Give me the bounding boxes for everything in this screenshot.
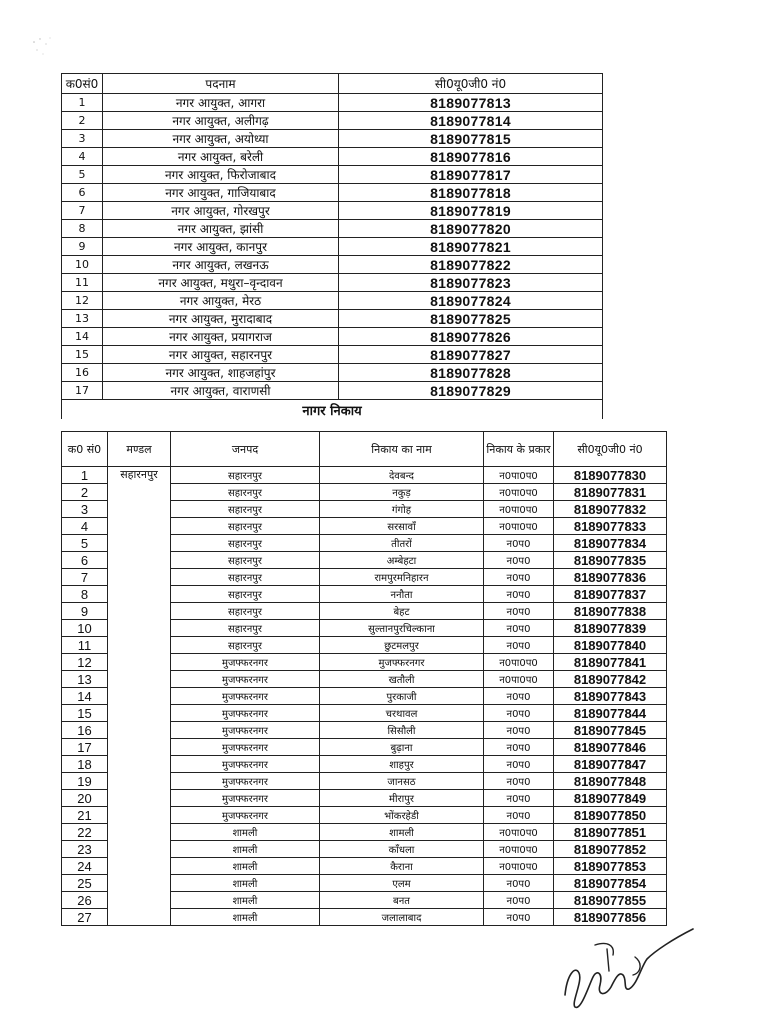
serial-cell: 1 [62,467,108,484]
body-name-cell: जलालाबाद [320,909,484,926]
cug-number-cell: 8189077850 [554,807,667,824]
district-cell: मुजफ्फरनगर [171,705,320,722]
commissioner-row [62,382,603,400]
body-type-cell: न0प0 [484,756,554,773]
mandal-cell-empty [108,518,171,535]
urban-body-row [62,484,667,501]
body-name-cell: ननौता [320,586,484,603]
mandal-cell-empty [108,603,171,620]
col-serial-header: क0 सं0 [62,432,108,467]
designation-cell: नगर आयुक्त, गोरखपुर [103,202,339,220]
body-type-cell: न0प0 [484,722,554,739]
designation-cell: नगर आयुक्त, कानपुर [103,238,339,256]
serial-cell: 4 [62,148,103,166]
serial-cell: 15 [62,346,103,364]
body-name-cell: जानसठ [320,773,484,790]
body-name-cell: काँधला [320,841,484,858]
designation-cell: नगर आयुक्त, मेरठ [103,292,339,310]
urban-body-row [62,892,667,909]
mandal-cell-empty [108,824,171,841]
mandal-cell-empty [108,722,171,739]
body-name-cell: बुढ़ाना [320,739,484,756]
commissioner-row [62,274,603,292]
commissioner-table [61,73,603,419]
serial-cell: 18 [62,756,108,773]
serial-cell: 13 [62,671,108,688]
serial-cell: 14 [62,328,103,346]
district-cell: शामली [171,892,320,909]
cug-number-cell: 8189077828 [339,364,603,382]
serial-cell: 20 [62,790,108,807]
body-name-cell: शामली [320,824,484,841]
mandal-cell-empty [108,790,171,807]
body-name-cell: देवबन्द [320,467,484,484]
mandal-cell-empty [108,807,171,824]
urban-body-row [62,739,667,756]
mandal-cell-empty [108,569,171,586]
commissioner-header-row [62,74,603,94]
cug-number-cell: 8189077847 [554,756,667,773]
cug-number-cell: 8189077836 [554,569,667,586]
commissioner-row [62,328,603,346]
body-type-cell: न0प0 [484,586,554,603]
cug-number-cell: 8189077841 [554,654,667,671]
district-cell: मुजफ्फरनगर [171,688,320,705]
mandal-cell-empty [108,858,171,875]
cug-number-cell: 8189077837 [554,586,667,603]
cug-number-cell: 8189077852 [554,841,667,858]
district-cell: सहारनपुर [171,620,320,637]
cug-number-cell: 8189077820 [339,220,603,238]
urban-body-row [62,467,667,484]
cug-number-cell: 8189077840 [554,637,667,654]
body-type-cell: न0पा0प0 [484,671,554,688]
commissioner-row [62,292,603,310]
urban-body-row [62,807,667,824]
urban-body-row [62,501,667,518]
cug-number-cell: 8189077813 [339,94,603,112]
body-type-cell: न0पा0प0 [484,654,554,671]
district-cell: सहारनपुर [171,569,320,586]
designation-cell: नगर आयुक्त, अयोध्या [103,130,339,148]
designation-cell: नगर आयुक्त, झांसी [103,220,339,238]
col-designation-header: पदनाम [103,74,339,94]
mandal-cell-empty [108,637,171,654]
district-cell: सहारनपुर [171,552,320,569]
designation-cell: नगर आयुक्त, मथुरा–वृन्दावन [103,274,339,292]
body-name-cell: कैराना [320,858,484,875]
urban-body-row [62,722,667,739]
district-cell: मुजफ्फरनगर [171,790,320,807]
district-cell: सहारनपुर [171,467,320,484]
serial-cell: 16 [62,364,103,382]
body-name-cell: मुजफ्फरनगर [320,654,484,671]
designation-cell: नगर आयुक्त, मुरादाबाद [103,310,339,328]
serial-cell: 3 [62,501,108,518]
serial-cell: 13 [62,310,103,328]
serial-cell: 3 [62,130,103,148]
urban-body-row [62,671,667,688]
urban-body-row [62,688,667,705]
cug-number-cell: 8189077817 [339,166,603,184]
urban-body-row [62,637,667,654]
district-cell: मुजफ्फरनगर [171,739,320,756]
commissioner-row [62,220,603,238]
serial-cell: 2 [62,484,108,501]
designation-cell: नगर आयुक्त, प्रयागराज [103,328,339,346]
commissioner-row [62,166,603,184]
designation-cell: नगर आयुक्त, आगरा [103,94,339,112]
body-type-cell: न0पा0प0 [484,501,554,518]
body-name-cell: सरसावाँ [320,518,484,535]
cug-number-cell: 8189077849 [554,790,667,807]
district-cell: सहारनपुर [171,603,320,620]
district-cell: सहारनपुर [171,518,320,535]
body-name-cell: बेहट [320,603,484,620]
col-mandal-header: मण्डल [108,432,171,467]
cug-number-cell: 8189077839 [554,620,667,637]
district-cell: मुजफ्फरनगर [171,654,320,671]
designation-cell: नगर आयुक्त, फिरोजाबाद [103,166,339,184]
urban-body-row [62,790,667,807]
body-type-cell: न0पा0प0 [484,858,554,875]
body-type-cell: न0प0 [484,705,554,722]
cug-number-cell: 8189077827 [339,346,603,364]
serial-cell: 7 [62,569,108,586]
col-cug-header: सी0यू0जी0 नं0 [554,432,667,467]
serial-cell: 17 [62,382,103,400]
body-type-cell: न0पा0प0 [484,841,554,858]
district-cell: सहारनपुर [171,637,320,654]
body-name-cell: सुल्तानपुरचिल्काना [320,620,484,637]
body-type-cell: न0प0 [484,552,554,569]
cug-number-cell: 8189077851 [554,824,667,841]
body-name-cell: मीरापुर [320,790,484,807]
serial-cell: 11 [62,274,103,292]
serial-cell: 2 [62,112,103,130]
cug-number-cell: 8189077830 [554,467,667,484]
cug-number-cell: 8189077838 [554,603,667,620]
body-type-cell: न0प0 [484,790,554,807]
serial-cell: 25 [62,875,108,892]
serial-cell: 16 [62,722,108,739]
cug-number-cell: 8189077846 [554,739,667,756]
cug-number-cell: 8189077814 [339,112,603,130]
serial-cell: 11 [62,637,108,654]
serial-cell: 17 [62,739,108,756]
serial-cell: 8 [62,220,103,238]
col-body-name-header: निकाय का नाम [320,432,484,467]
body-name-cell: गंगोह [320,501,484,518]
urban-body-row [62,773,667,790]
body-type-cell: न0प0 [484,909,554,926]
cug-number-cell: 8189077845 [554,722,667,739]
col-cug-header: सी0यू0जी0 नं0 [339,74,603,94]
cug-number-cell: 8189077856 [554,909,667,926]
section-title: नागर निकाय [62,400,603,420]
body-name-cell: तीतरों [320,535,484,552]
urban-body-row [62,552,667,569]
mandal-cell-empty [108,688,171,705]
designation-cell: नगर आयुक्त, बरेली [103,148,339,166]
body-type-cell: न0प0 [484,637,554,654]
cug-number-cell: 8189077832 [554,501,667,518]
urban-body-row [62,841,667,858]
serial-cell: 5 [62,166,103,184]
mandal-cell-empty [108,501,171,518]
cug-number-cell: 8189077848 [554,773,667,790]
body-name-cell: रामपुरमनिहारन [320,569,484,586]
district-cell: सहारनपुर [171,501,320,518]
mandal-cell: सहारनपुर [108,467,171,484]
mandal-cell-empty [108,586,171,603]
body-name-cell: एलम [320,875,484,892]
body-name-cell: चरथावल [320,705,484,722]
scan-speck-marks [28,30,68,70]
body-type-cell: न0प0 [484,773,554,790]
serial-cell: 12 [62,654,108,671]
serial-cell: 6 [62,184,103,202]
district-cell: मुजफ्फरनगर [171,671,320,688]
district-cell: शामली [171,824,320,841]
cug-number-cell: 8189077835 [554,552,667,569]
district-cell: सहारनपुर [171,484,320,501]
commissioner-row [62,130,603,148]
serial-cell: 27 [62,909,108,926]
serial-cell: 5 [62,535,108,552]
urban-body-row [62,756,667,773]
body-type-cell: न0पा0प0 [484,467,554,484]
designation-cell: नगर आयुक्त, शाहजहांपुर [103,364,339,382]
body-type-cell: न0प0 [484,892,554,909]
commissioner-row [62,112,603,130]
mandal-cell-empty [108,756,171,773]
cug-number-cell: 8189077824 [339,292,603,310]
serial-cell: 12 [62,292,103,310]
commissioner-row [62,346,603,364]
district-cell: मुजफ्फरनगर [171,756,320,773]
designation-cell: नगर आयुक्त, लखनऊ [103,256,339,274]
urban-bodies-header-row [62,432,667,467]
designation-cell: नगर आयुक्त, सहारनपुर [103,346,339,364]
cug-number-cell: 8189077815 [339,130,603,148]
col-serial-header: क0सं0 [62,74,103,94]
urban-body-row [62,586,667,603]
serial-cell: 24 [62,858,108,875]
serial-cell: 15 [62,705,108,722]
serial-cell: 14 [62,688,108,705]
body-name-cell: छुटमलपुर [320,637,484,654]
serial-cell: 9 [62,603,108,620]
serial-cell: 7 [62,202,103,220]
mandal-cell-empty [108,552,171,569]
body-name-cell: खतौली [320,671,484,688]
body-type-cell: न0प0 [484,688,554,705]
body-name-cell: अम्बेहटा [320,552,484,569]
serial-cell: 21 [62,807,108,824]
urban-body-row [62,824,667,841]
urban-body-row [62,518,667,535]
body-type-cell: न0पा0प0 [484,824,554,841]
cug-number-cell: 8189077843 [554,688,667,705]
serial-cell: 6 [62,552,108,569]
mandal-cell-empty [108,620,171,637]
body-type-cell: न0पा0प0 [484,484,554,501]
urban-bodies-table [61,431,667,926]
cug-number-cell: 8189077819 [339,202,603,220]
body-name-cell: नकुड़ [320,484,484,501]
serial-cell: 23 [62,841,108,858]
commissioner-row [62,364,603,382]
district-cell: सहारनपुर [171,586,320,603]
serial-cell: 19 [62,773,108,790]
mandal-cell-empty [108,654,171,671]
urban-body-row [62,620,667,637]
district-cell: शामली [171,858,320,875]
mandal-cell-empty [108,875,171,892]
urban-body-row [62,569,667,586]
body-type-cell: न0प0 [484,535,554,552]
cug-number-cell: 8189077821 [339,238,603,256]
district-cell: मुजफ्फरनगर [171,807,320,824]
serial-cell: 26 [62,892,108,909]
district-cell: शामली [171,841,320,858]
body-type-cell: न0प0 [484,739,554,756]
designation-cell: नगर आयुक्त, अलीगढ़ [103,112,339,130]
body-type-cell: न0प0 [484,807,554,824]
serial-cell: 22 [62,824,108,841]
district-cell: सहारनपुर [171,535,320,552]
body-name-cell: भोंकरहेडी [320,807,484,824]
body-type-cell: न0प0 [484,875,554,892]
cug-number-cell: 8189077818 [339,184,603,202]
body-type-cell: न0प0 [484,569,554,586]
commissioner-row [62,310,603,328]
cug-number-cell: 8189077842 [554,671,667,688]
urban-body-row [62,705,667,722]
col-body-type-header: निकाय के प्रकार [484,432,554,467]
urban-body-row [62,858,667,875]
mandal-cell-empty [108,671,171,688]
commissioner-row [62,184,603,202]
body-type-cell: न0पा0प0 [484,518,554,535]
signature [545,915,695,1020]
cug-number-cell: 8189077844 [554,705,667,722]
serial-cell: 8 [62,586,108,603]
commissioner-row [62,202,603,220]
serial-cell: 10 [62,256,103,274]
urban-body-row [62,654,667,671]
cug-number-cell: 8189077855 [554,892,667,909]
cug-number-cell: 8189077823 [339,274,603,292]
body-name-cell: शाहपुर [320,756,484,773]
body-type-cell: न0प0 [484,620,554,637]
commissioner-row [62,256,603,274]
mandal-cell-empty [108,773,171,790]
mandal-cell-empty [108,535,171,552]
mandal-cell-empty [108,705,171,722]
urban-body-row [62,535,667,552]
body-name-cell: पुरकाजी [320,688,484,705]
designation-cell: नगर आयुक्त, गाजियाबाद [103,184,339,202]
cug-number-cell: 8189077854 [554,875,667,892]
cug-number-cell: 8189077833 [554,518,667,535]
body-name-cell: सिसौली [320,722,484,739]
commissioner-row [62,148,603,166]
cug-number-cell: 8189077816 [339,148,603,166]
designation-cell: नगर आयुक्त, वाराणसी [103,382,339,400]
mandal-cell-empty [108,484,171,501]
urban-body-row [62,875,667,892]
cug-number-cell: 8189077834 [554,535,667,552]
district-cell: मुजफ्फरनगर [171,722,320,739]
serial-cell: 9 [62,238,103,256]
mandal-cell-empty [108,841,171,858]
mandal-cell-empty [108,909,171,926]
mandal-cell-empty [108,739,171,756]
district-cell: शामली [171,875,320,892]
body-type-cell: न0प0 [484,603,554,620]
mandal-cell-empty [108,892,171,909]
district-cell: मुजफ्फरनगर [171,773,320,790]
cug-number-cell: 8189077825 [339,310,603,328]
district-cell: शामली [171,909,320,926]
cug-number-cell: 8189077853 [554,858,667,875]
commissioner-row [62,238,603,256]
cug-number-cell: 8189077829 [339,382,603,400]
cug-number-cell: 8189077831 [554,484,667,501]
body-name-cell: बनत [320,892,484,909]
serial-cell: 1 [62,94,103,112]
cug-number-cell: 8189077822 [339,256,603,274]
serial-cell: 10 [62,620,108,637]
section-title-row [62,400,603,420]
urban-body-row [62,603,667,620]
serial-cell: 4 [62,518,108,535]
commissioner-row [62,94,603,112]
col-district-header: जनपद [171,432,320,467]
cug-number-cell: 8189077826 [339,328,603,346]
